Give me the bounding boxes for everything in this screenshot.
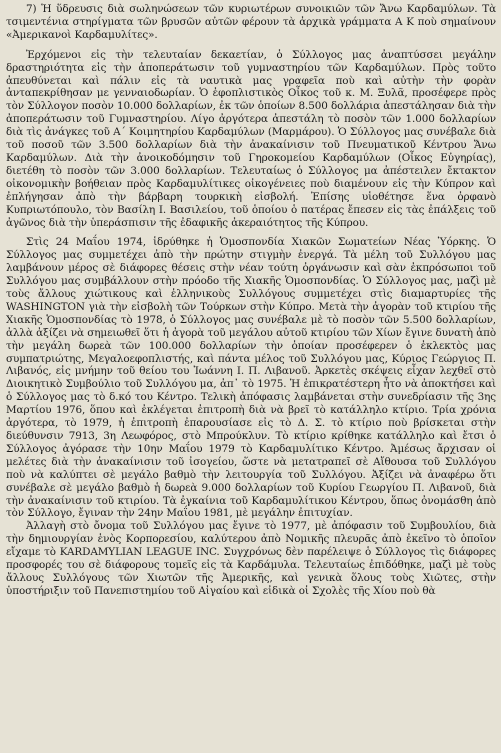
paragraph-water-supply: 7) Ἡ ὕδρευσις διὰ σωληνώσεων τῶν κυριωτέρων συνοικιῶν τῶν Ἄνω Καρδαμύλων. Τὰ τσιμεντένια στηρίγματα τῶν βρυσῶν αὐτῶν φέρουν τὰ ἀρχικὰ γράμματα Α Κ ποὺ σημαίνουν «Ἀμερικανοὶ Καρδαμυλίτες». <box>6 3 496 41</box>
paragraph-name-change: Ἀλλαγὴ στὸ ὄνομα τοῦ Συλλόγου μας ἔγινε τὸ 1977, μὲ ἀπόφασιν τοῦ Συμβουλίου, διὰ τὴν δημιουργίαν ἑνὸς Κορπορεσίου, καλύτερου ἀπὸ Νομικῆς πλευρᾶς ἀπὸ ἐκεῖνο τὸ ὁποῖον εἴχαμε τὸ KARDAMYLIAN LEAGUE INC. Συγχρόνως δὲν παρέλειψε ὁ Σύλλογος τὶς διάφορες προσφορές του σὲ διάφορους τομεῖς εἰς τὰ Καρδάμυλα. Τελευταίως ἐπιδόθηκε, μαζὶ μὲ τοὺς ἄλλους Συλλόγους τῶν Χιωτῶν τῆς Ἀμερικῆς, καὶ γενικὰ ὅλους τοὺς Χιῶτες, στὴν ὑποστήριξιν τοῦ Πανεπιστημίου τοῦ Αἰγαίου καὶ εἰδικὰ οἱ Σχολὲς τῆς Χίου ποὺ θὰ <box>6 520 496 597</box>
paragraph-gymnasium-donations: Ἐρχόμενοι εἰς τὴν τελευταίαν δεκαετίαν, ὁ Σύλλογος μας ἀναπτύσσει μεγάλην δραστηριότητα εἰς τὴν ἀποπεράτωσιν τοῦ γυμναστηρίου τῶν Καρδαμύλων. Πρὸς τοῦτο ἀπευθύνεται καὶ πάλιν εἰς τὰ ναυτικὰ μας γραφεῖα ποὺ καὶ αὐτὴν τὴν φορὰν ἀνταπεκρίθησαν με γενναιοδωρίαν. Ὁ ἐφοπλιστικὸς Οἶκος τοῦ κ. Μ. Ξυλᾶ, προσέφερε πρὸς τὸν Σύλλογον ποσὸν 10.000 δολλαρίων, ἐκ τῶν ὁποίων 8.500 δολλάρια ἀπεστάλησαν διὰ τὴν ἀποπεράτωσιν τοῦ Γυμναστηρίου. Λίγο ἀργότερα ἀπεστάλη τὸ ποσὸν τῶν 1.000 δολλαρίων διὰ τὶς ἀνάγκες τοῦ Α΄ Κοιμητηρίου Καρδαμύλων (Μαρμάρου). Ὁ Σύλλογος μας συνέβαλε διὰ τοῦ ποσοῦ τῶν 3.500 δολλαρίων διὰ τὴν ἀνακαίνισιν τοῦ Πνευματικοῦ Κέντρου Ἄνω Καρδαμύλων. Διὰ τὴν ἀνοικοδόμησιν τοῦ Γηροκομείου Καρδαμύλων (Οἶκος Εὐγηρίας), διετέθη τὸ ποσὸν τῶν 3.000 δολλαρίων. Τελευταίως ὁ Σύλλογος μα ἀπέστειλεν ἔκτακτον οἰκονομικὴν βοήθειαν πρὸς Καρδαμυλίτικες οἰκογένειες ποὺ διαμένουν εἰς τὴν Κύπρον καὶ ἐπλήγησαν ἀπὸ τὴν βάρβαρη τουρκικὴ εἰσβολή. Ἐπίσης υἱοθέτησε ἕνα ὀρφανὸ Κυπριωτόπουλο, τὸν Βασίλη Ι. Βασιλείου, τοῦ ὁποίου ὁ πατέρας ἔπεσεν εἰς τὰς ἐπάλξεις τοῦ ἀγῶνος διὰ τὴν ὑπεράσπισιν τῆς ἐδαφικῆς ἀκεραιότητος τῆς Κύπρου. <box>6 48 496 229</box>
paragraph-gap <box>6 42 496 49</box>
paragraph-federation-center: Στὶς 24 Μαΐου 1974, ἱδρύθηκε ἡ Ὁμοσπονδία Χιακῶν Σωματείων Νέας Ὑόρκης. Ὁ Σύλλογος μας συμμετέχει ἀπὸ τὴν πρώτην στιγμὴν ἐνεργά. Τὰ μέλη τοῦ Συλλόγου μας λαμβάνουν μέρος σὲ διάφορες θέσεις στὴν νέαν τούτη ὀργάνωσιν καὶ σὰν ἐκπρόσωποι τοῦ Συλλόγου μας συμβάλλουν στὴν πρόοδο τῆς Χιακῆς Ὁμοσπονδίας. Ὁ Σύλλογος μας, μαζὶ μὲ τοὺς ἄλλους χιώτικους καὶ ἑλληνικοὺς Συλλόγους συμμετέχει στὶς διαμαρτυρίες τῆς WASHINGTON γιὰ τὴν εἰσβολὴ τῶν Τούρκων στὴν Κύπρο. Μετὰ τὴν ἀγορὰν τοῦ κτιρίου τῆς Χιακῆς Ὁμοσπονδίας τὸ 1978, ὁ Σύλλογος μας συνέβαλε μὲ τὸ ποσὸν τῶν 5.500 δολλαρίων, ἀλλὰ ἀξίζει νὰ σημειωθεῖ ὅτι ἡ ἀγορὰ τοῦ μεγάλου αὐτοῦ κτιρίου τῶν Χίων ἔγινε δυνατὴ ἀπὸ τὴν μεγάλη δωρεὰ τῶν 100.000 δολλαρίων τὴν ὁποίαν προσέφερεν ὁ ἐκλεκτὸς μας συμπατριώτης, Μεγαλοεφοπλιστής, καὶ πάντα μέλος τοῦ Συλλόγου μας, Κύριος Γεώργιος Π. Λιβανός, εἰς μνήμην τοῦ θείου του Ἰωάννη Ι. Π. Λιβανοῦ. Ἀρκετὲς σκέψεις εἶχαν λεχθεῖ στὸ Διοικητικὸ Συμβούλιο τοῦ Συλλόγου μα, ἀπ᾿ τὸ 1975. Ἡ ἐπικρατέστερη ἦτο νὰ ἀποκτήσει καὶ ὁ Σύλλογος μας τὸ δ.κό του Κέντρο. Τελικὴ ἀπόφασις λαμβάνεται στὴν συνεδρίασιν τῆς 3ης Μαρτίου 1976, ὅπου καὶ ἐκλέγεται ἐπιτροπὴ διὰ νὰ βρεῖ τὸ κατάλληλο κτίριο. Τρία χρόνια ἀργότερα, τὸ 1979, ἡ ἐπιτροπὴ ἐπαρουσίασε εἰς τὸ Δ. Σ. τὸ κτίριο ποὺ βρίσκεται στὴν διεύθυνσιν 7913, 3η Λεωφόρος, στὸ Μπρούκλυν. Τὸ κτίριο κρίθηκε κατάλληλο καὶ ἔτσι ὁ Σύλλογος ἀγόρασε τὴν 10ην Μαΐου 1979 τὸ Καρδαμυλίτικο Κέντρο. Ἀμέσως ἄρχισαν οἱ μελέτες διὰ τὴν ἀνακαίνισιν τοῦ ἰσογείου, ὥστε νὰ μετατραπεῖ σὲ Αἴθουσα τοῦ Συλλόγου ποὺ νὰ καλύπτει σὲ μεγάλο βαθμὸ τὴν λειτουργία τοῦ Συλλόγου. Ἀξίζει νὰ ἀναφέρω ὅτι συνέβαλε σὲ μεγάλο βαθμὸ ἡ δωρεὰ 9.000 δολλαρίων τοῦ Κυρίου Γεωργίου Π. Λιβανοῦ, διὰ τὴν ἀνακαίνισιν τοῦ κτιρίου. Τὰ ἐγκαίνια τοῦ Καρδαμυλίτικου Κέντρου, ὅπως ὀνομάσθη ἀπὸ τὸν Σύλλογο, ἔγιναν τὴν 24ην Μαΐου 1981, μὲ μεγάλην ἐπιτυχίαν. <box>6 236 496 520</box>
